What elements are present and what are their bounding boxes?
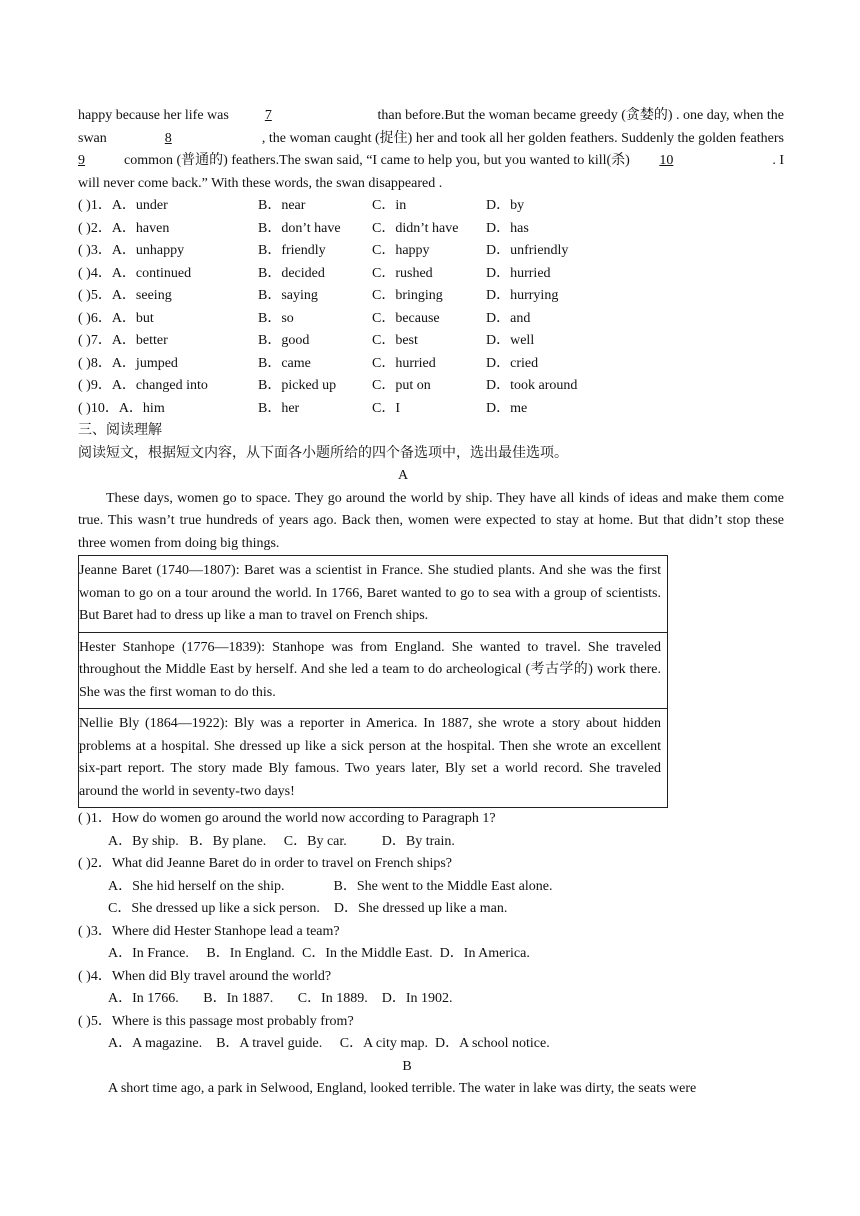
option-c: C．I xyxy=(372,400,400,416)
question: ( )2．What did Jeanne Baret do in order to travel on French ships? xyxy=(78,856,453,871)
text: will never come back.” With these words, the swan disappeared . xyxy=(78,175,443,191)
option-n: ( )7．A．better xyxy=(78,333,168,348)
section-heading: 三、阅读理解 xyxy=(78,423,162,438)
text: swan xyxy=(78,130,111,146)
option-d: D．unfriendly xyxy=(486,243,569,258)
option-n: ( )3．A．unhappy xyxy=(78,243,185,258)
option-d: D．has xyxy=(486,220,529,236)
option-c: C．put on xyxy=(372,378,431,393)
question: ( )1．How do women go around the world now according to Paragraph 1? xyxy=(78,811,496,826)
option-d: D．cried xyxy=(486,355,539,371)
option-b: B．good xyxy=(258,333,310,348)
option-c: C．happy xyxy=(372,243,430,258)
option-d: D．hurrying xyxy=(486,288,559,303)
question-options: A．A magazine. B．A travel guide. C．A city map. D．A school notice. xyxy=(108,1036,550,1051)
question: ( )3．Where did Hester Stanhope lead a team? xyxy=(78,923,340,939)
option-n: ( )6．A．but xyxy=(78,310,154,326)
question-options: C．She dressed up like a sick person. D．She dressed up like a man. xyxy=(108,901,508,916)
option-d: D．by xyxy=(486,198,525,213)
option-c: C．rushed xyxy=(372,265,433,281)
option-b: B．came xyxy=(258,355,311,371)
option-row xyxy=(78,353,784,376)
text: . I xyxy=(772,153,784,168)
option-row xyxy=(78,263,784,286)
option-d: D．well xyxy=(486,333,535,348)
option-row xyxy=(78,308,784,331)
option-b: B．picked up xyxy=(258,378,337,393)
info-cell-bly xyxy=(79,709,667,807)
option-b: B．near xyxy=(258,198,306,213)
page xyxy=(78,105,784,1101)
blank-10: 10 xyxy=(659,153,674,168)
option-d: D．hurried xyxy=(486,265,551,281)
question-options: A．She hid herself on the ship. B．She went to the Middle East alone. xyxy=(108,878,553,894)
text: A short time ago, a park in Selwood, England, looked terrible. The water in lake was dirty, the seats were xyxy=(108,1081,697,1096)
option-c: C．didn’t have xyxy=(372,220,459,236)
option-c: C．hurried xyxy=(372,355,436,371)
question-options: A．In 1766. B．In 1887. C．In 1889. D．In 1902. xyxy=(108,991,453,1006)
option-c: C．because xyxy=(372,310,440,326)
option-b: B．don’t have xyxy=(258,220,341,236)
info-table xyxy=(78,555,668,808)
passage-label-b: B xyxy=(402,1058,412,1074)
option-n: ( )10．A．him xyxy=(78,400,165,416)
option-n: ( )1．A．under xyxy=(78,198,168,213)
option-b: B．friendly xyxy=(258,243,326,258)
passage-a-intro: These days, women go to space. They go around the world by ship. They have all kinds of ideas and make them come true. This wasn’t true hundreds of years ago. Back then, women were expected to stay at home. But that didn’t stop these three women from doing big things. xyxy=(78,490,784,551)
cell-text: Nellie Bly (1864—1922): Bly was a reporter in America. In 1887, she wrote a story about hidden problems at a hospital. She dressed up like a sick person at the hospital. Then she wrote an excellent six-part report. The story made Bly famous. Two years later, Bly set a world record. She traveled around the world in seventy-two days! xyxy=(79,716,661,799)
blank-8: 8 xyxy=(164,130,172,146)
option-c: C．bringing xyxy=(372,288,443,303)
info-cell-stanhope xyxy=(79,633,667,710)
text: , the woman caught (捉住) her and took all her golden feathers. Suddenly the golden feathers xyxy=(261,130,784,146)
option-b: B．saying xyxy=(258,288,318,303)
text: happy because her life was xyxy=(78,108,233,123)
cell-text: Jeanne Baret (1740—1807): Baret was a scientist in France. She studied plants. And she was the first woman to go on a tour around the world. In 1766, Baret wanted to go to sea with a group of scientists. But Baret had to dress up like a man to travel on French ships. xyxy=(79,563,661,623)
option-b: B．decided xyxy=(258,265,325,281)
cell-text: Hester Stanhope (1776—1839): Stanhope was from England. She wanted to travel. She traveled throughout the Middle East by herself. And she led a team to do archeological (考古学的) work there. She was the first woman to do this. xyxy=(79,639,661,700)
option-d: D．took around xyxy=(486,378,578,393)
question-options: A．In France. B．In England. C．In the Middle East. D．In America. xyxy=(108,946,530,961)
option-n: ( )9．A．changed into xyxy=(78,378,208,393)
option-row xyxy=(78,285,784,308)
text: common (普通的) feathers.The swan said, “I came to help you, but you wanted to kill(杀) xyxy=(124,153,634,168)
passage-b-intro xyxy=(78,1078,784,1101)
questions-a xyxy=(78,808,784,1056)
option-n: ( )2．A．haven xyxy=(78,220,170,236)
cloze-passage-tail xyxy=(78,105,784,195)
passage-label-a: A xyxy=(397,468,409,483)
option-n: ( )8．A．jumped xyxy=(78,355,178,371)
option-row xyxy=(78,195,784,218)
option-row xyxy=(78,240,784,263)
option-c: C．best xyxy=(372,333,418,348)
cloze-options xyxy=(78,195,784,420)
question-options: A．By ship. B．By plane. C．By car. D．By train. xyxy=(108,833,455,849)
option-n: ( )4．A．continued xyxy=(78,265,192,281)
blank-7: 7 xyxy=(264,108,272,123)
option-c: C．in xyxy=(372,198,407,213)
option-row xyxy=(78,218,784,241)
option-row xyxy=(78,330,784,353)
option-n: ( )5．A．seeing xyxy=(78,288,172,303)
blank-9: 9 xyxy=(78,153,85,168)
option-d: D．me xyxy=(486,400,528,416)
section-instruction: 阅读短文，根据短文内容，从下面各小题所给的四个备选项中，选出最佳选项。 xyxy=(78,445,568,461)
option-b: B．her xyxy=(258,400,300,416)
info-cell-baret xyxy=(79,556,667,633)
text: than before.But the woman became greedy (贪婪的) . one day, when the xyxy=(377,108,784,123)
question: ( )4．When did Bly travel around the world? xyxy=(78,968,332,984)
option-row xyxy=(78,398,784,421)
question: ( )5．Where is this passage most probably from? xyxy=(78,1013,354,1029)
option-b: B．so xyxy=(258,310,294,326)
option-d: D．and xyxy=(486,310,531,326)
option-row xyxy=(78,375,784,398)
